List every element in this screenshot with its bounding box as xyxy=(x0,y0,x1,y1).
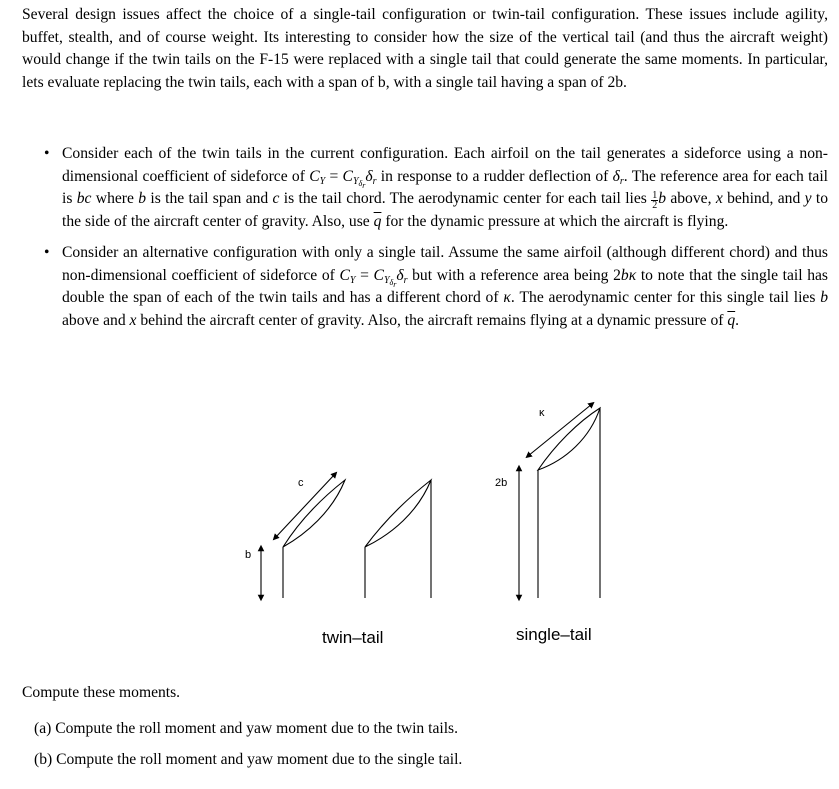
intro-paragraph: Several design issues affect the choice of a single-tail configuration or twin-tail configuration. These issues include agility, buffet, stealth, and of course weight. Its interesting to consider how the size of the vertical tail (and thus the aircraft weight) would change if the twin tails on the F-15 were replaced with a single tail that could generate the same moments. In particular, lets evaluate replacing the twin tails, each with a span of b, with a single tail having a span of 2b. xyxy=(22,6,828,91)
b2-t5: above and xyxy=(62,311,130,329)
b1-t8: behind, and xyxy=(722,190,805,207)
compute-label: Compute these moments. xyxy=(22,684,181,701)
b1-t2: in response to a rudder deflection of xyxy=(376,167,613,185)
tail-configuration-figure xyxy=(0,370,839,660)
b2-t6: behind the aircraft center of gravity. Also, the aircraft remains flying at a dynamic pressure of xyxy=(136,311,728,329)
b2-t3: to note that the single tail has double the span of each of the twin tails and has a different chord of xyxy=(62,266,828,306)
b2-t2: but with a reference area being xyxy=(407,266,614,284)
bullet-list xyxy=(44,143,828,332)
single-tail xyxy=(538,408,600,598)
b1-t6: is the tail chord. The aerodynamic center for each tail lies xyxy=(279,190,652,207)
twin-tail-right xyxy=(365,480,431,598)
c-dimension-arrow xyxy=(275,474,335,538)
label-c: c xyxy=(298,477,304,489)
twin-tail-left xyxy=(283,480,365,598)
part-label: (b) xyxy=(34,751,53,768)
b2-t7: . xyxy=(735,311,740,329)
single-tail-caption: single–tail xyxy=(516,625,592,644)
b1-t7: above, xyxy=(666,190,716,207)
one-half-fraction: $\frac{1}{2}$ xyxy=(652,190,658,211)
b2-t1: Consider an alternative configuration with only a single tail. Assume the same airfoil (although different chord) and thus non-dimensional coefficient of sideforce of xyxy=(62,244,828,284)
b1-t9: to the side of the aircraft center of gravity. Also, use xyxy=(62,190,828,230)
part-text: Compute the roll moment and yaw moment due to the single tail. xyxy=(56,751,463,768)
label-kappa: κ xyxy=(539,407,545,419)
part-text: Compute the roll moment and yaw moment due to the twin tails. xyxy=(55,720,458,737)
question-part-a xyxy=(34,718,462,740)
b1-t10: for the dynamic pressure at which the aircraft is flying. xyxy=(381,212,729,230)
bullet-twin-tail: • Consider each of the twin tails in the current configuration. Each airfoil on the tail generates a sideforce using a non-dimensional coefficient of sideforce of $C_Y = C_{Y_{\delta_r}}\delta_r$ in response to a rudder deflection of $\delta_r$. The reference area for each tail is bc where b is the tail span and c is the tail chord. The aerodynamic center for each tail lies $\frac{1}{2}$ b above, x behind, and y to the side of the aircraft center of gravity. Also, use $\overline{q}$ for the dynamic pressure at which the aircraft is flying. xyxy=(44,145,828,230)
b1-t4: where xyxy=(91,190,139,207)
bullet-dot: • xyxy=(44,244,50,261)
b2-t4: . The aerodynamic center for this single tail lies xyxy=(510,289,821,306)
bullet-single-tail: • Consider an alternative configuration with only a single tail. Assume the same airfoil (although different chord) and thus non-dimensional coefficient of sideforce of $C_Y = C_{Y_{\delta_r}}\delta_r$ but with a reference area being 2bκ to note that the single tail has double the span of each of the twin tails and has a different chord of κ. The aerodynamic center for this single tail lies b above and x behind the aircraft center of gravity. Also, the aircraft remains flying at a dynamic pressure of $\overline{q}$. xyxy=(44,244,828,329)
b1-t1: Consider each of the twin tails in the current configuration. Each airfoil on the tail generates a sideforce using a non-dimensional coefficient of sideforce of xyxy=(62,145,828,185)
kappa-dimension-arrow xyxy=(528,404,592,456)
part-label: (a) xyxy=(34,720,52,737)
b1-t5: is the tail span and xyxy=(146,190,273,207)
twin-tail-caption: twin–tail xyxy=(322,628,384,647)
label-2b: 2b xyxy=(495,477,508,489)
b1-t3: . The reference area for each tail is xyxy=(62,167,828,207)
question-part-b xyxy=(34,749,462,771)
question-parts xyxy=(34,718,462,780)
bullet-dot: • xyxy=(44,145,50,162)
label-b: b xyxy=(245,549,252,561)
